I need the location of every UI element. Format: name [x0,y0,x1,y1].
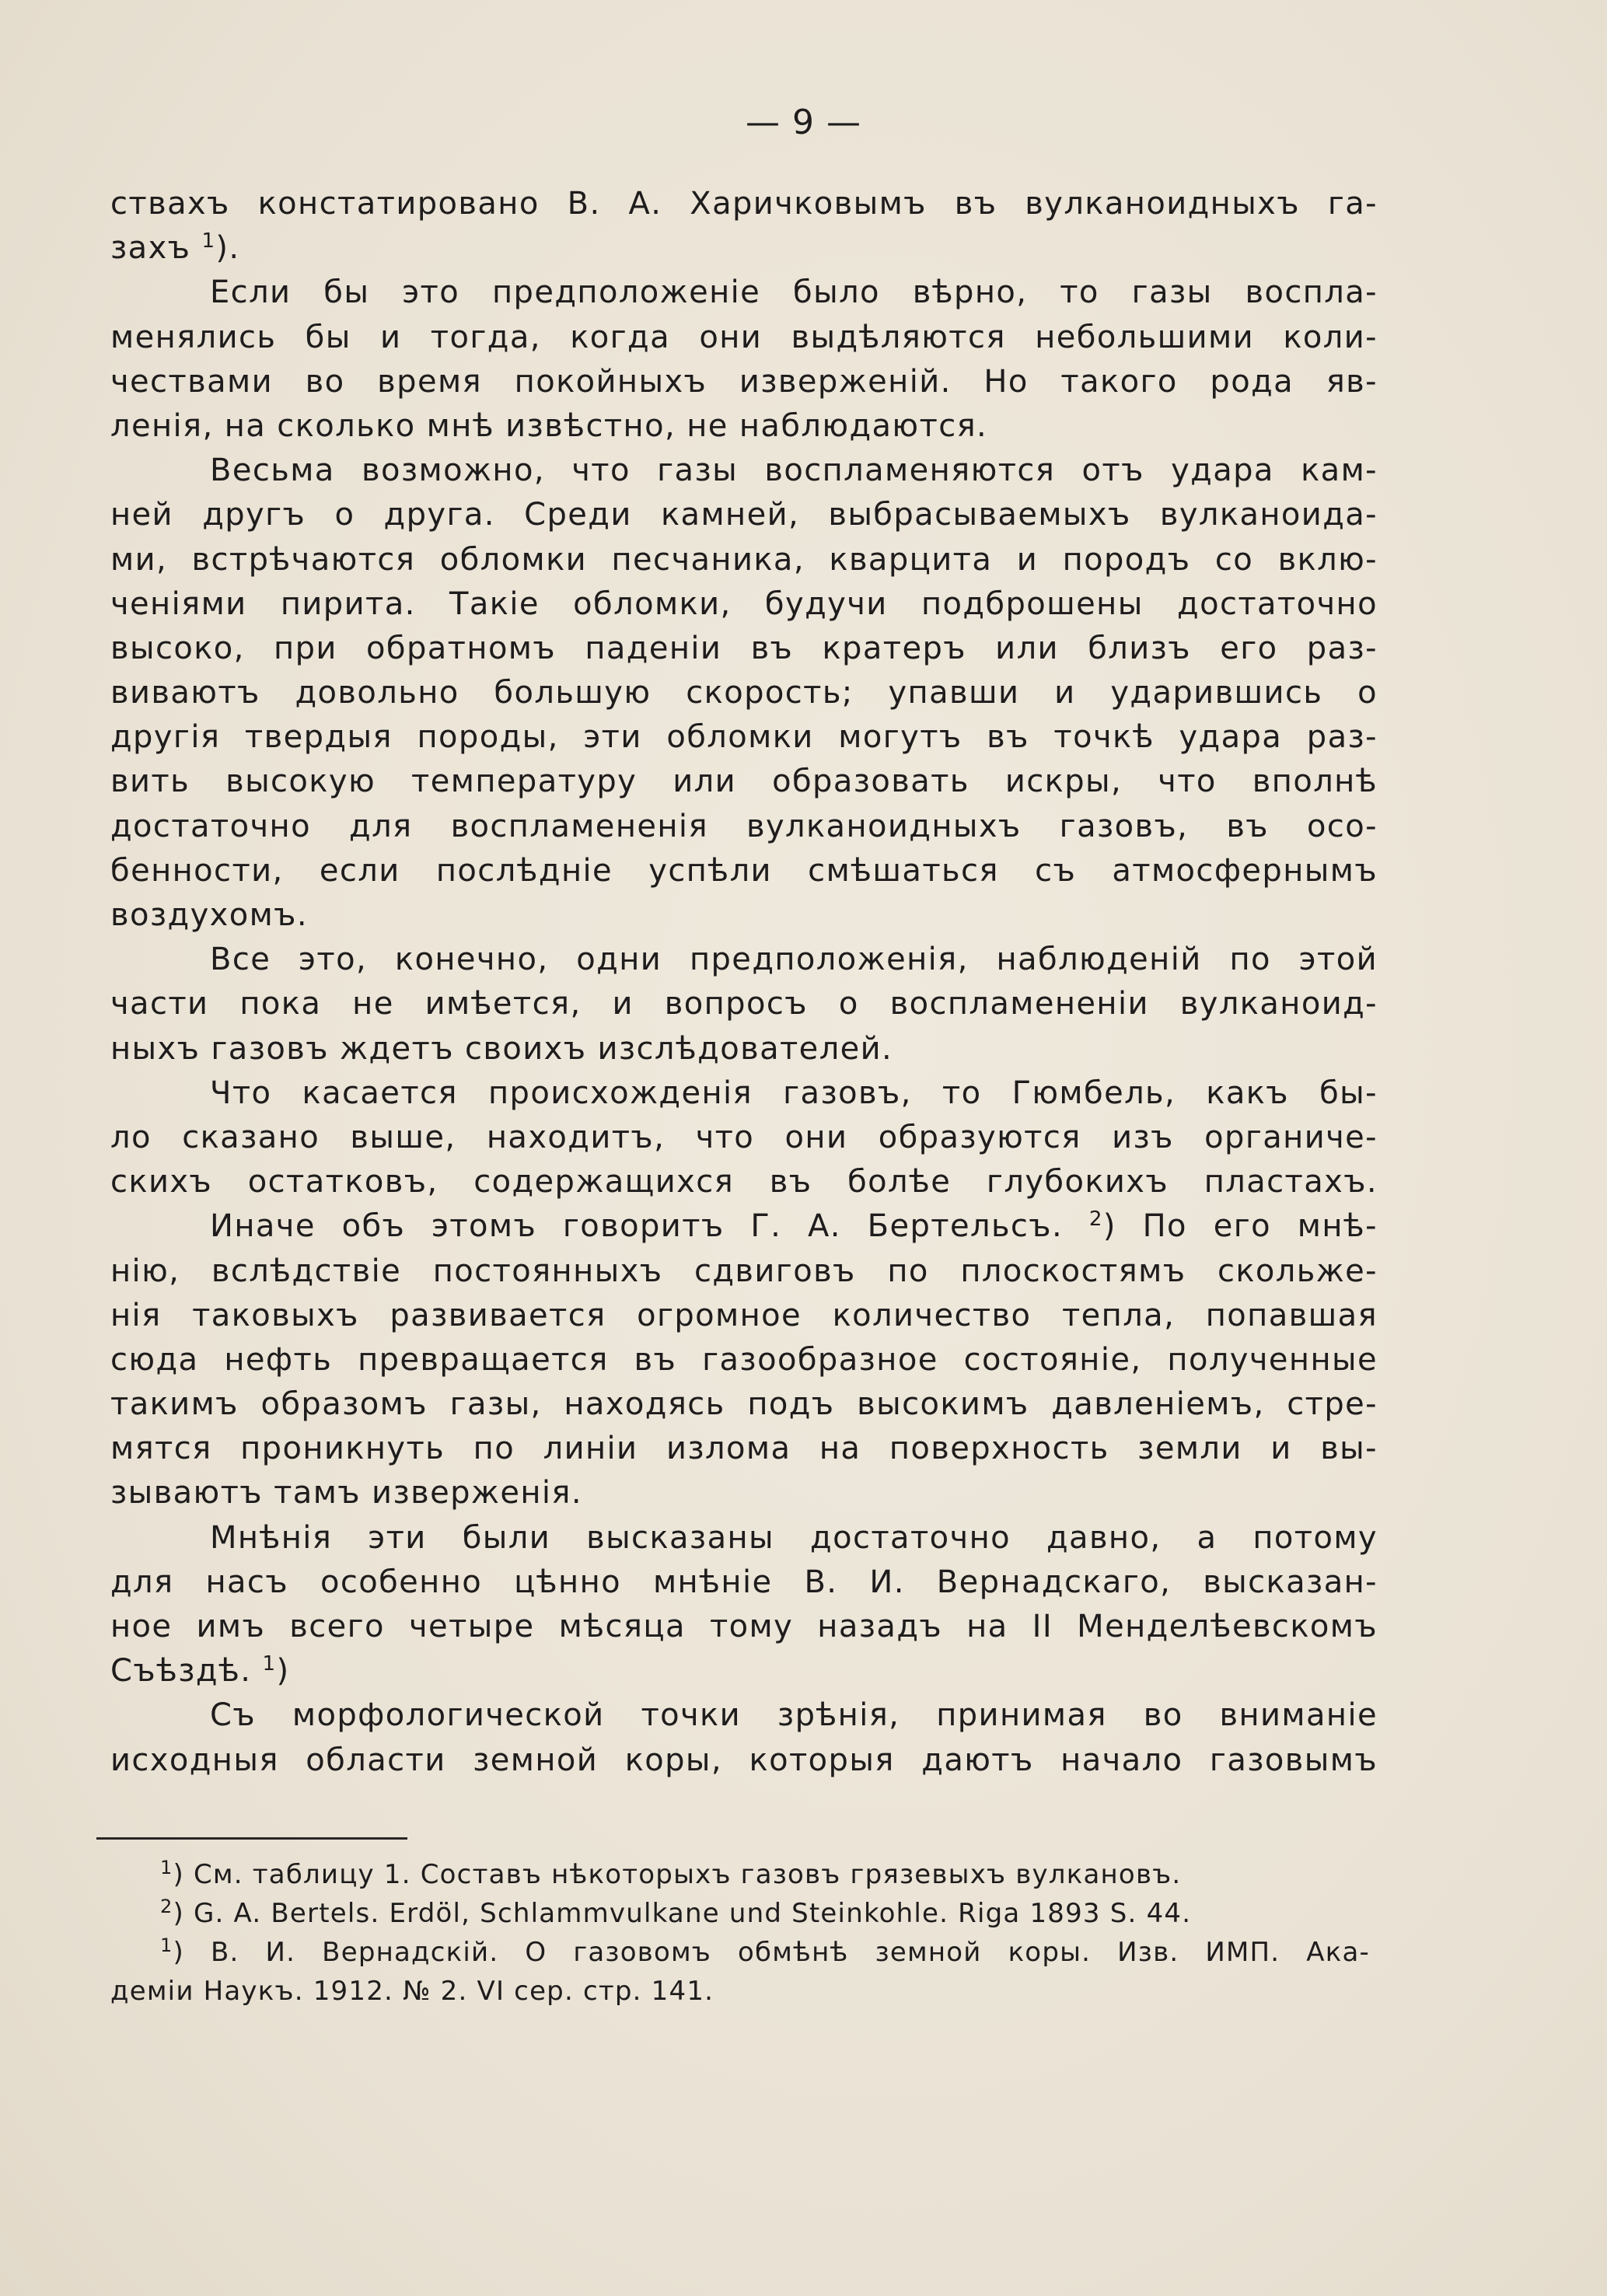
footnote-reference: 1 [262,1652,277,1676]
text-line [110,226,1378,271]
text-line: ми, встрѣчаются обломки песчаника, кварцита и породъ со вклю- [110,541,1378,578]
text-line: высоко, при обратномъ паденіи въ кратеръ или близъ его раз- [110,630,1378,666]
footnote-mark: 1 [160,1857,173,1878]
text-line-tail: ). [215,230,240,267]
footnote-text: G. A. Bertels. Erdöl, Schlammvulkane und Steinkohle. Riga 1893 S. 44. [193,1898,1192,1929]
text-line-content: Иначе объ этомъ говоритъ Г. А. Бертельсъ. [210,1208,1064,1245]
text-line: вить высокую температуру или образовать искры, что вполнѣ [110,764,1378,800]
text-line: чествами во время покойныхъ изверженій. Но такого рода яв- [110,363,1378,400]
text-line: виваютъ довольно большую скорость; упавши и ударившись о [110,675,1378,711]
text-line: ныхъ газовъ ждетъ своихъ изслѣдователей. [110,1030,893,1067]
text-line: для насъ особенно цѣнно мнѣніе В. И. Вернадскаго, высказан- [110,1564,1378,1600]
text-line: такимъ образомъ газы, находясь подъ высокимъ давленіемъ, стре- [110,1386,1378,1423]
footnote: $^1$) В. И. Вернадскій. О газовомъ обмѣнѣ земной коры. Изв. ИМП. Ака- [160,1934,1370,1968]
text-line: достаточно для воспламененія вулканоидныхъ газовъ, въ осо- [110,808,1378,844]
text-line [110,1649,1378,1693]
text-line-content: Съѣздѣ. [110,1653,252,1690]
footnotes [110,1855,1370,2011]
text-line: другія твердыя породы, эти обломки могутъ въ точкѣ удара раз- [110,719,1378,756]
footnote-continuation: деміи Наукъ. 1912. № 2. VI сер. стр. 141. [110,1976,714,2007]
text-line: нію, вслѣдствіе постоянныхъ сдвиговъ по плоскостямъ скольже- [110,1253,1378,1289]
text-line: Если бы это предположеніе было вѣрно, то газы воспла- [210,274,1378,311]
text-line: нія таковыхъ развивается огромное количество тепла, попавшая [110,1297,1378,1333]
text-line: ченіями пирита. Такіе обломки, будучи подброшены достаточно [110,585,1378,622]
footnote-text: В. И. Вернадскій. О газовомъ обмѣнѣ земной коры. Изв. ИМП. Ака- [210,1937,1370,1968]
text-line-tail: ) [276,1653,290,1690]
text-line: скихъ остатковъ, содержащихся въ болѣе глубокихъ пластахъ. [110,1164,1378,1200]
footnote-text: См. таблицу 1. Составъ нѣкоторыхъ газовъ грязевыхъ вулкановъ. [193,1859,1182,1890]
text-line: исходныя области земной коры, которыя даютъ начало газовымъ [110,1742,1378,1778]
text-line: ствахъ констатировано В. А. Харичковымъ въ вулканоидныхъ га- [110,186,1378,222]
page-number: — 9 — [746,103,861,142]
text-line: сюда нефть превращается въ газообразное состояніе, полученные [110,1341,1378,1378]
text-line: бенности, если послѣдніе успѣли смѣшаться съ атмосфернымъ [110,852,1378,889]
text-line-tail: ) По его мнѣ- [1102,1208,1378,1245]
body-text [110,182,1378,1783]
footnote-rule [96,1837,407,1840]
text-line-content: захъ [110,230,191,267]
footnote-mark: 2 [160,1896,173,1917]
text-line: воздухомъ. [110,897,308,933]
text-line: части пока не имѣется, и вопросъ о воспламененіи вулканоид- [110,986,1378,1022]
text-line: ней другъ о друга. Среди камней, выбрасываемыхъ вулканоида- [110,497,1378,533]
text-line: ленія, на сколько мнѣ извѣстно, не наблюдаются. [110,407,988,444]
text-line: менялись бы и тогда, когда они выдѣляются небольшими коли- [110,319,1378,355]
footnote-reference: 2 [1088,1207,1103,1232]
text-line: ное имъ всего четыре мѣсяца тому назадъ на II Менделѣевскомъ [110,1609,1378,1644]
footnote: $^2$) G. A. Bertels. Erdöl, Schlammvulkane und Steinkohle. Riga 1893 S. 44. [160,1896,1192,1929]
text-line: мятся проникнуть по линіи излома на поверхность земли и вы- [110,1431,1378,1467]
text-line: ло сказано выше, находитъ, что они образуются изъ органиче- [110,1119,1378,1155]
footnote-mark: 1 [160,1934,173,1956]
footnote-reference: 1 [201,229,216,253]
text-line: зываютъ тамъ изверженія. [110,1475,582,1511]
text-line: Съ морфологической точки зрѣнія, принимая во вниманіе [210,1697,1378,1734]
text-line: Все это, конечно, одни предположенія, наблюденій по этой [210,942,1378,978]
footnote: $^1$) См. таблицу 1. Составъ нѣкоторыхъ газовъ грязевыхъ вулкановъ. [160,1857,1182,1890]
text-line: Мнѣнія эти были высказаны достаточно давно, а потому [210,1519,1378,1556]
text-line: Что касается происхожденія газовъ, то Гюмбель, какъ бы- [210,1075,1378,1111]
text-line: Весьма возможно, что газы воспламеняются отъ удара кам- [210,453,1378,489]
text-line [110,1204,1378,1249]
